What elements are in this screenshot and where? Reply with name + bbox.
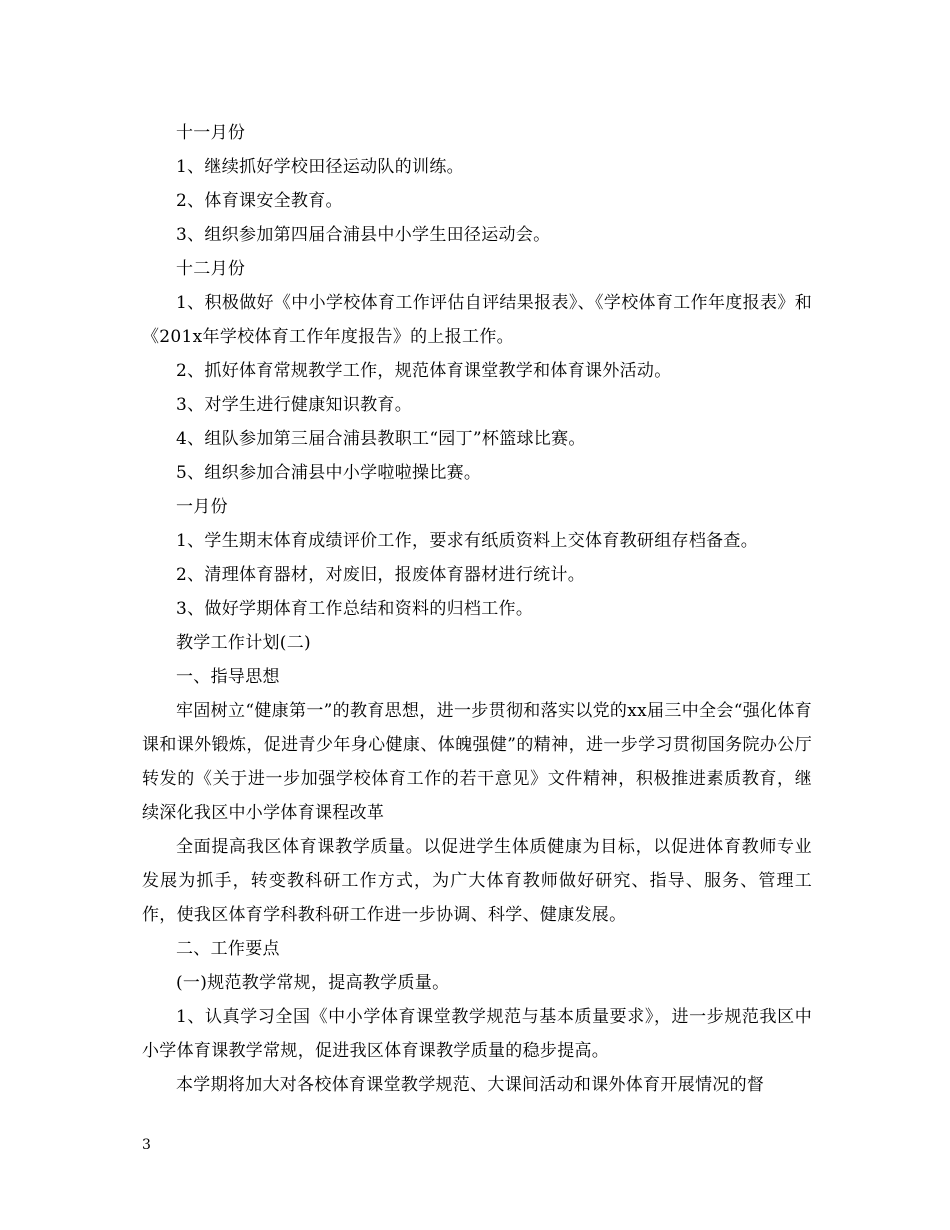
paragraph: 1、积极做好《中小学校体育工作评估自评结果报表》、《学校体育工作年度报表》和《201x年学校体育工作年度报告》的上报工作。 xyxy=(142,293,812,347)
paragraph: 3、做好学期体育工作总结和资料的归档工作。 xyxy=(176,599,534,619)
paragraph: 2、抓好体育常规教学工作，规范体育课堂教学和体育课外活动。 xyxy=(176,361,672,381)
paragraph: 5、组织参加合浦县中小学啦啦操比赛。 xyxy=(176,463,482,483)
paragraph: 4、组队参加第三届合浦县教职工“园丁”杯篮球比赛。 xyxy=(176,429,586,449)
paragraph: 本学期将加大对各校体育课堂教学规范、大课间活动和课外体育开展情况的督 xyxy=(176,1075,765,1095)
paragraph: 十二月份 xyxy=(176,259,246,279)
paragraph: 全面提高我区体育课教学质量。以促进学生体质健康为目标，以促进体育教师专业发展为抓手，转变教科研工作方式，为广大体育教师做好研究、指导、服务、管理工作，使我区体育学科教科研工作进一步协调、科学、健康发展。 xyxy=(142,837,812,925)
paragraph: 1、学生期末体育成绩评价工作，要求有纸质资料上交体育教研组存档备查。 xyxy=(176,531,759,551)
paragraph: 二、工作要点 xyxy=(176,939,280,959)
paragraph: 牢固树立“健康第一”的教育思想，进一步贯彻和落实以党的xx届三中全会“强化体育课和课外锻炼，促进青少年身心健康、体魄强健”的精神，进一步学习贯彻国务院办公厅转发的《关于进一步加强学校体育工作的若干意见》文件精神，积极推进素质教育，继续深化我区中小学体育课程改革 xyxy=(142,701,812,823)
paragraph: 1、认真学习全国《中小学体育课堂教学规范与基本质量要求》，进一步规范我区中小学体育课教学常规，促进我区体育课教学质量的稳步提高。 xyxy=(142,1007,812,1061)
page-number: 3 xyxy=(142,1137,151,1153)
paragraph: 2、清理体育器材，对废旧，报废体育器材进行统计。 xyxy=(176,565,586,585)
paragraph: 十一月份 xyxy=(176,123,246,143)
document-body xyxy=(142,116,812,1102)
paragraph: (一)规范教学常规，提高教学质量。 xyxy=(176,973,450,993)
paragraph: 教学工作计划(二) xyxy=(176,633,311,653)
paragraph: 3、组织参加第四届合浦县中小学生田径运动会。 xyxy=(176,225,551,245)
paragraph: 一月份 xyxy=(176,497,228,517)
paragraph: 1、继续抓好学校田径运动队的训练。 xyxy=(176,157,464,177)
paragraph: 一、指导思想 xyxy=(176,667,280,687)
paragraph: 3、对学生进行健康知识教育。 xyxy=(176,395,413,415)
paragraph: 2、体育课安全教育。 xyxy=(176,191,343,211)
